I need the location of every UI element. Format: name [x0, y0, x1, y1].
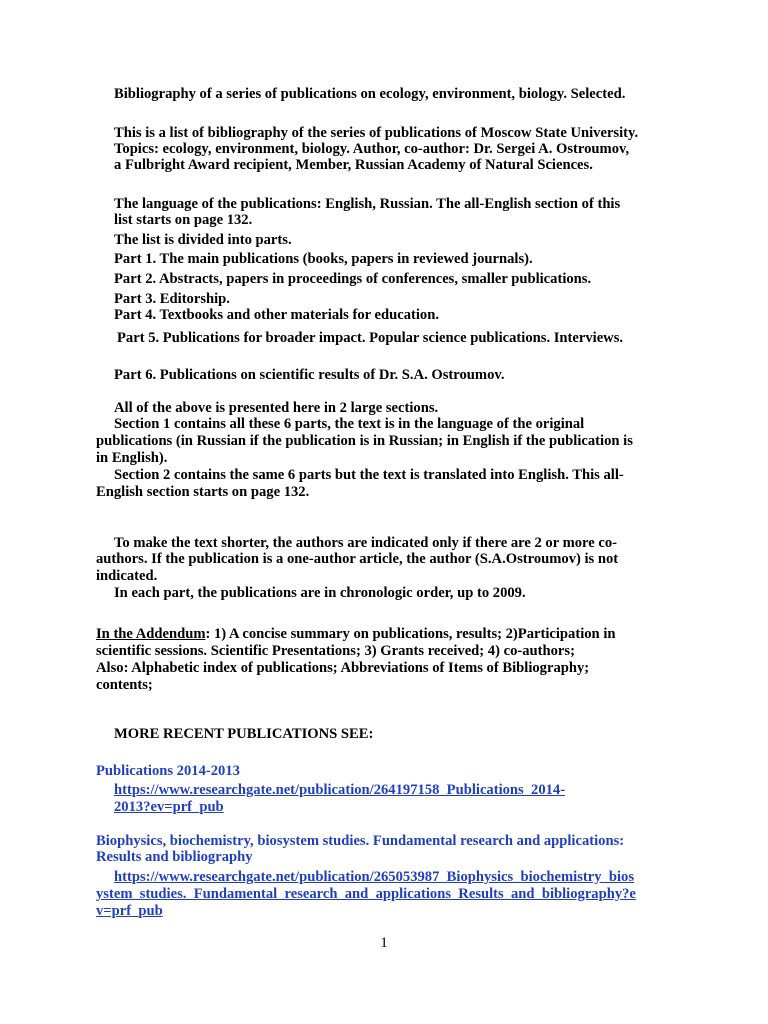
shorter-line-4: In each part, the publications are in chronologic order, up to 2009.	[114, 585, 526, 601]
biophysics-title-line-2: Results and bibliography	[96, 849, 253, 865]
language-line-2: list starts on page 132.	[114, 212, 253, 228]
publications-2014-link-cont[interactable]: 2013?ev=prf_pub	[114, 799, 224, 815]
sections-line-6: English section starts on page 132.	[96, 484, 310, 500]
biophysics-link-line-3[interactable]	[96, 903, 696, 920]
divided-text: The list is divided into parts.	[114, 232, 292, 248]
language-line-1: The language of the publications: English, Russian. The all-English section of this	[114, 196, 621, 212]
page-number: 1	[380, 935, 388, 951]
addendum-label: In the Addendum	[96, 626, 206, 642]
intro-line-3: a Fulbright Award recipient, Member, Russian Academy of Natural Sciences.	[114, 157, 593, 173]
intro-line-1: This is a list of bibliography of the series of publications of Moscow State University.	[114, 125, 639, 141]
shorter-line-1: To make the text shorter, the authors are indicated only if there are 2 or more co-	[114, 535, 618, 551]
biophysics-link[interactable]: https://www.researchgate.net/publication/265053987_Biophysics_biochemistry_bios	[114, 869, 634, 885]
biophysics-title-line-1: Biophysics, biochemistry, biosystem studies. Fundamental research and applications:	[96, 833, 625, 849]
sections-line-4: in English).	[96, 450, 168, 466]
addendum-line-1-text: : 1) A concise summary on publications, results; 2)Participation in	[205, 626, 616, 642]
sections-line-5: Section 2 contains the same 6 parts but the text is translated into English. This all-	[114, 467, 624, 483]
sections-line-2: Section 1 contains all these 6 parts, the text is in the language of the original	[114, 416, 585, 432]
shorter-line-2: authors. If the publication is a one-author article, the author (S.A.Ostroumov) is not	[96, 551, 619, 567]
part-1: Part 1. The main publications (books, papers in reviewed journals).	[114, 251, 533, 267]
addendum-line-3: Also: Alphabetic index of publications; Abbreviations of Items of Bibliography;	[96, 660, 590, 676]
addendum-line-4: contents;	[96, 677, 153, 693]
publications-2014-link-line-1[interactable]	[114, 782, 714, 799]
part-4: Part 4. Textbooks and other materials for education.	[114, 307, 439, 323]
addendum-line-2: scientific sessions. Scientific Presentations; 3) Grants received; 4) co-authors;	[96, 643, 575, 659]
part-5: Part 5. Publications for broader impact. Popular science publications. Interviews.	[117, 330, 624, 346]
part-3: Part 3. Editorship.	[114, 291, 230, 307]
sections-line-1: All of the above is presented here in 2 large sections.	[114, 400, 439, 416]
sections-line-3: publications (in Russian if the publication is in Russian; in English if the publication is	[96, 433, 633, 449]
part-2: Part 2. Abstracts, papers in proceedings of conferences, smaller publications.	[114, 271, 592, 287]
publications-2014-link-line-2[interactable]	[114, 799, 714, 816]
publications-2014-title: Publications 2014-2013	[96, 763, 240, 779]
publications-2014-link[interactable]: https://www.researchgate.net/publication/264197158_Publications_2014-	[114, 782, 566, 798]
more-recent-heading: MORE RECENT PUBLICATIONS SEE:	[114, 726, 374, 742]
biophysics-link-line-2[interactable]	[96, 886, 696, 903]
shorter-line-3: indicated.	[96, 568, 158, 584]
part-6: Part 6. Publications on scientific results of Dr. S.A. Ostroumov.	[114, 367, 505, 383]
biophysics-link-cont-2[interactable]: v=prf_pub	[96, 903, 163, 919]
addendum-line-1	[96, 626, 696, 643]
document-title: Bibliography of a series of publications on ecology, environment, biology. Selected.	[114, 86, 626, 102]
biophysics-link-line-1[interactable]	[114, 869, 714, 886]
intro-line-2: Topics: ecology, environment, biology. Author, co-author: Dr. Sergei A. Ostroumov,	[114, 141, 630, 157]
biophysics-link-cont-1[interactable]: ystem_studies._Fundamental_research_and_applications_Results_and_bibliography?e	[96, 886, 636, 902]
